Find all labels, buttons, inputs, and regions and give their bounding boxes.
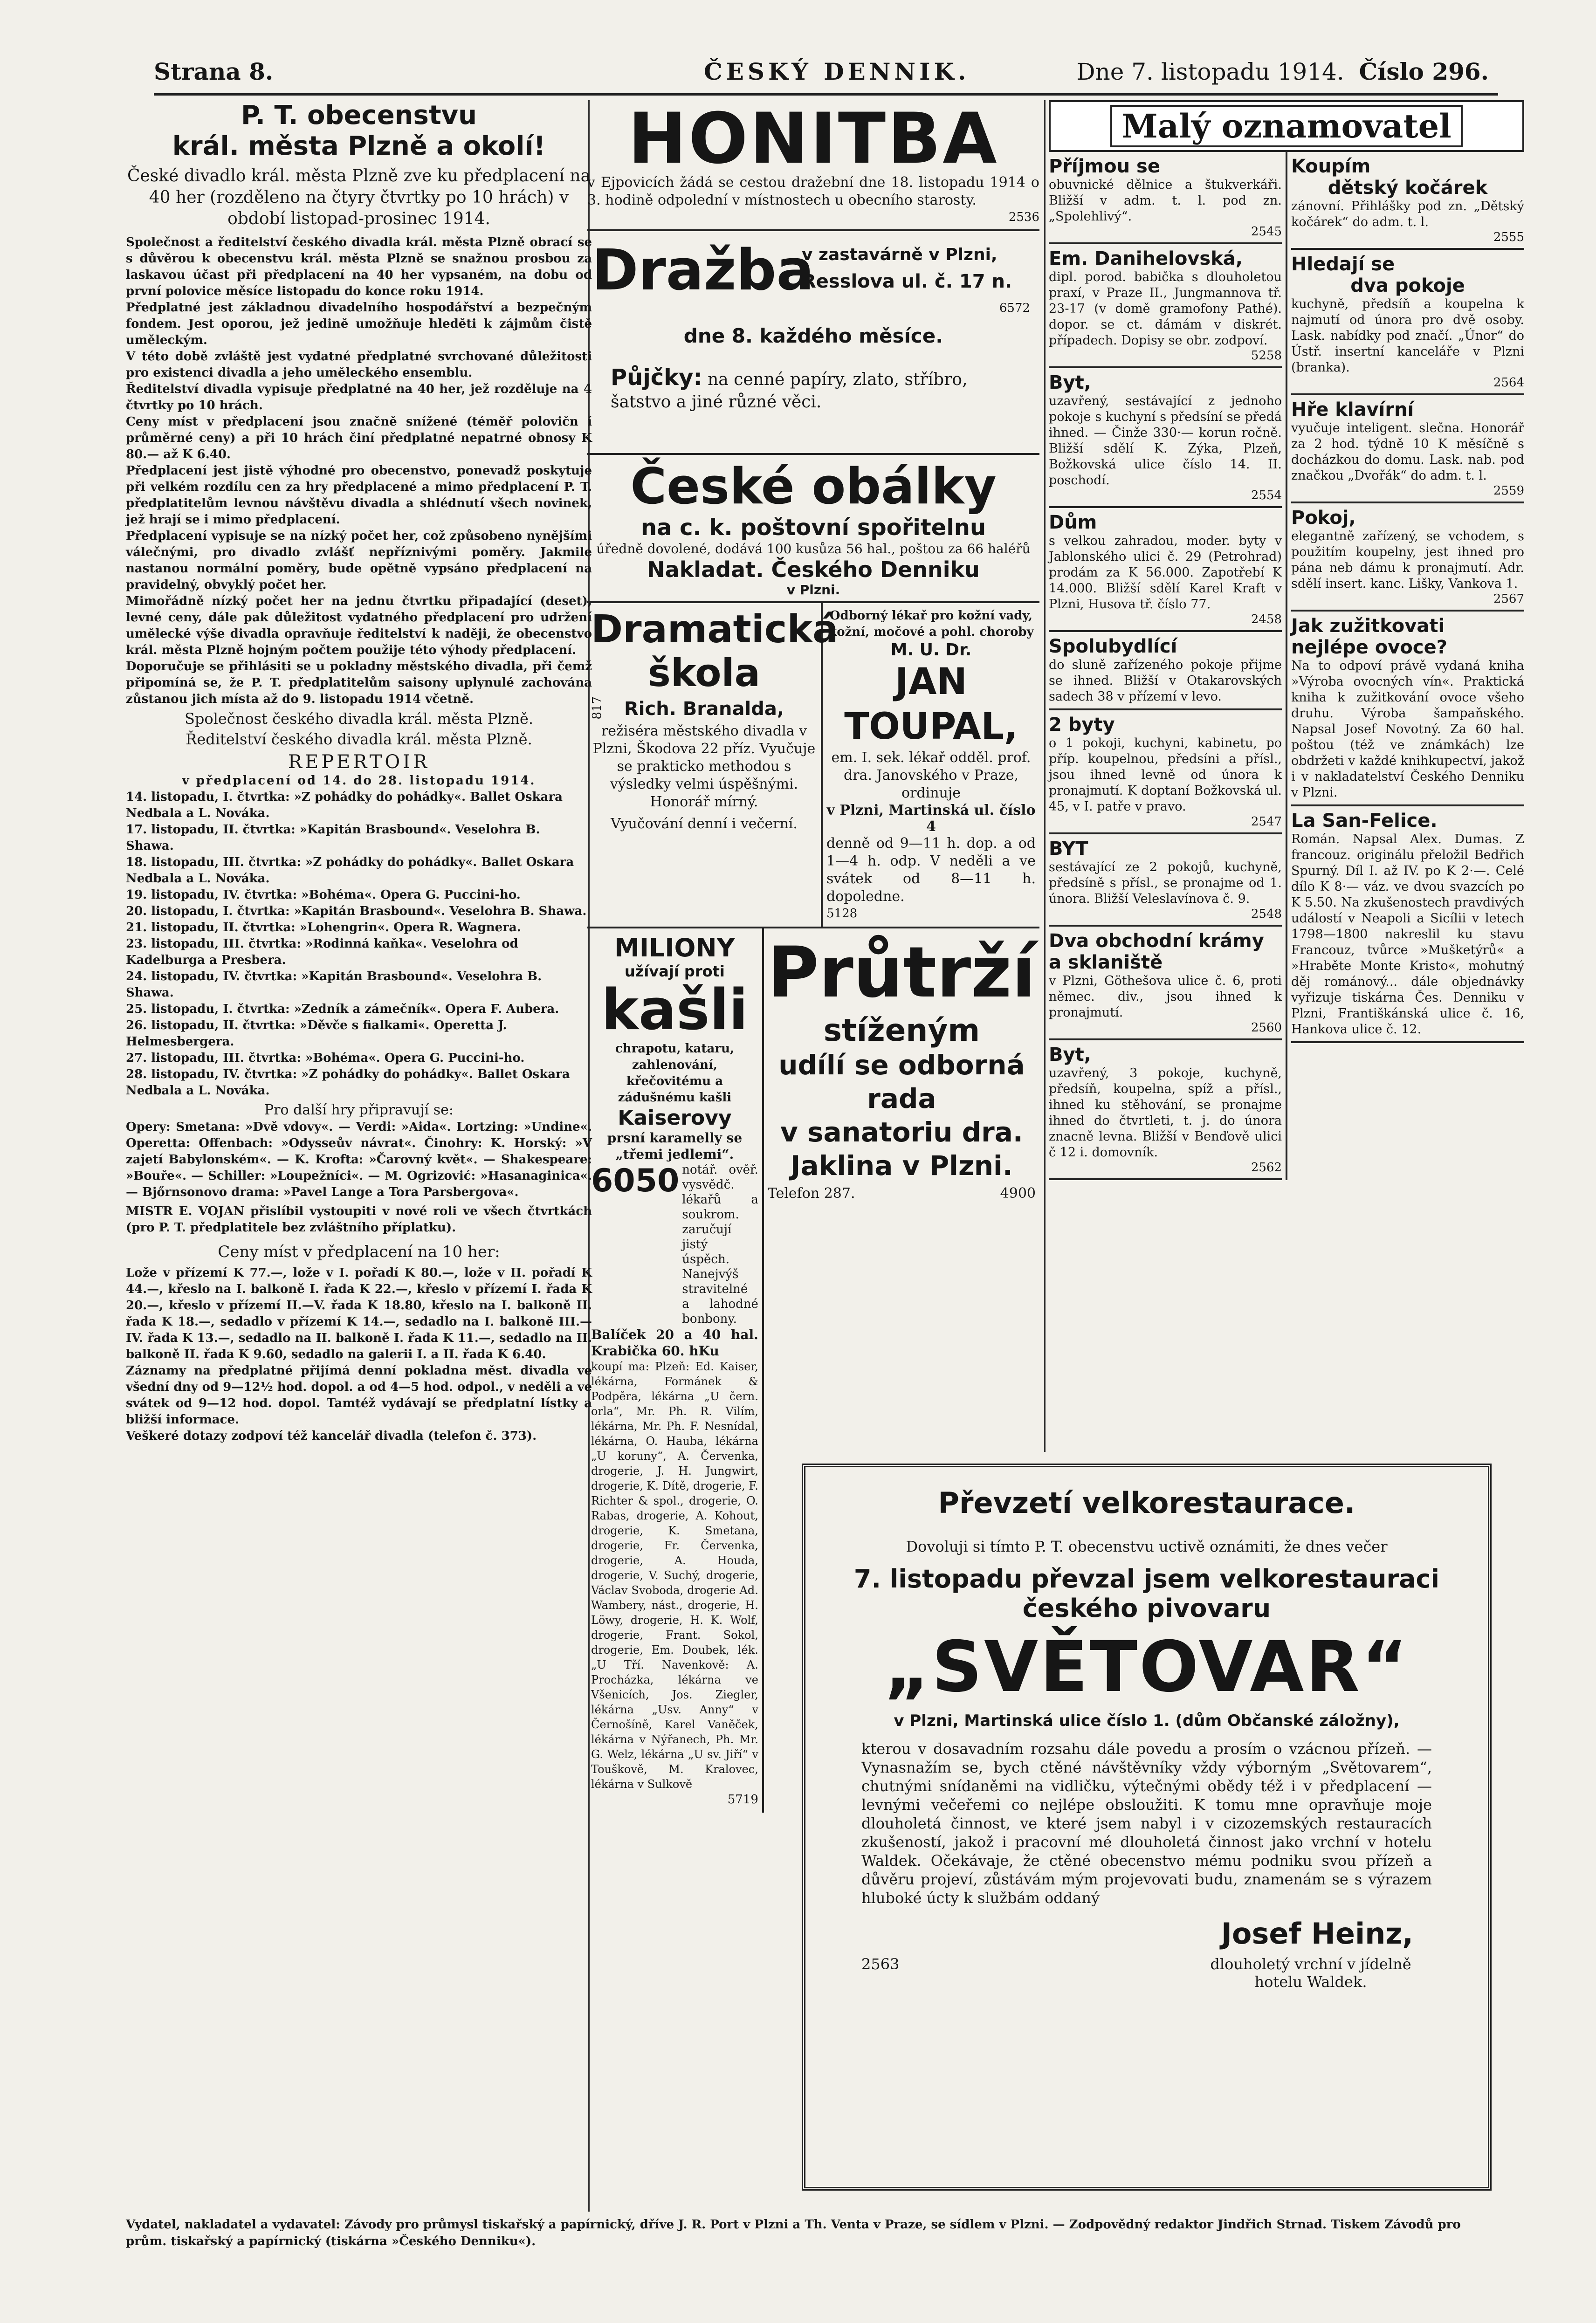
prut-phone: Telefon 287. <box>767 1185 855 1202</box>
classified-text: uzavřený, 3 pokoje, kuchyně, předsíň, koupelna, spíž a přísl., ihned ku stěhování, se pronajme ihned do čtvrtleti, t. j. do února znacně levna. Bližší v Benďově ulici č 12 i. domovník. <box>1049 1066 1282 1160</box>
classified-heading: Hledají se <box>1291 254 1395 275</box>
records-text: Záznamy na předplatné přijímá denní pokladna měst. divadla ve všední dny od 9—12½ hod. dopol. a od 4—5 hod. odpol., v neděli a ve svátek od 9—12 hod. dopol. Tamtéž vydávají se předplatní lístky a bližší informace. <box>126 1364 592 1427</box>
svetovar-announcement <box>802 1464 1492 2191</box>
theatre-p1: Společnost a ředitelství českého divadla král. města Plzně obrací se s důvěrou k obecenstvu král. města Plzně se snažnou prosbou za laskavou účast při předplacení na 40 her vypsaném, na dobu od první polovice měsíce listopadu do konce roku 1914. <box>126 235 592 298</box>
classified-text: sestávající ze 2 pokojů, kuchyně, předsíně s přísl., se pronajme od 1. února. Bližší Veleslavínova č. 9. <box>1049 860 1282 906</box>
theatre-p2: Předplatné jest základnou divadelního hospodářství a bezpečným fondem. Jest oporou, jež jedině umožňuje hleděti k zájmům čistě uměleckým. <box>126 301 592 347</box>
classified-heading: Hře klavírní <box>1291 399 1414 420</box>
classified-ad <box>1049 508 1282 632</box>
prices-title: Ceny míst v předplacení na 10 her: <box>218 1243 500 1261</box>
classified-ad <box>1049 152 1282 244</box>
classified-text: v Plzni, Göthešova ulice č. 6, proti němec. div., jsou ihned k pronajmutí. <box>1049 974 1282 1020</box>
inquiries-text: Veškeré dotazy zodpoví též kancelář divadla (telefon č. 373). <box>126 1429 537 1443</box>
mil-cert-row <box>591 1162 758 1326</box>
prut-footer <box>768 1185 1036 1202</box>
lekar-address: v Plzni, Martinská ul. číslo 4 <box>826 802 1036 835</box>
repertoire-item: 17. listopadu, II. čtvrtka: »Kapitán Brasbound«. Veselohra B. Shawa. <box>126 823 540 853</box>
classifieds-column <box>1049 100 1524 1180</box>
drazba-day: dne 8. každého měsíce. <box>683 324 943 347</box>
prut-advice: udílí se odborná rada <box>778 1049 1025 1114</box>
theatre-p4: Ředitelství divadla vypisuje předplatné na 40 her, jež rozděluje na 4 čtvrtky po 10 hrách. <box>126 382 592 412</box>
classified-subheading: dva pokoje <box>1350 275 1465 296</box>
mil-kasli: kašli <box>601 978 748 1043</box>
theatre-headline-2: král. města Plzně a okolí! <box>172 131 546 161</box>
repertoire-item: 20. listopadu, I. čtvrtka: »Kapitán Brasbound«. Veselohra B. Shawa. <box>126 904 587 918</box>
dram-title-2: škola <box>648 651 760 695</box>
theatre-p8: Mimořádně nízký počet her na jednu čtvrtku připadající (deset), levné ceny, dále pak důležitost vydatného předplacení pro udržení umělecké výše divadla opravňuje ředitelství k naději, že obecenstvo král. města Plzně hojným počtem použije této výhody předplacení. <box>126 594 592 657</box>
classified-ad <box>1291 152 1524 250</box>
prut-title: Průtrží <box>767 932 1036 1013</box>
classified-ad <box>1291 395 1524 503</box>
theatre-p9: Doporučuje se přihlásiti se u pokladny městského divadla, při čemž připomíná se, že P. T. předplatitelům saisony uplynulé zachována zůstanou jich místa až do 9. listopadu 1914 včetně. <box>126 660 592 706</box>
svetovar-date: 7. listopadu převzal jsem velkorestauraci českého pivovaru <box>853 1564 1440 1623</box>
honitba-ad <box>587 100 1039 231</box>
classified-text: dipl. porod. babička s dlouholetou praxí, v Praze II., Jungmannova tř. 23-17 (v domě gramofony Pathé). dopor. se ct. dámám v diskrét. případech. Dopisy se obr. zodpoví. <box>1049 270 1282 348</box>
repertoire-item: 21. listopadu, II. čtvrtka: »Lohengrin«. Opera R. Wagnera. <box>126 921 521 935</box>
mil-number: 5719 <box>727 1793 758 1807</box>
classified-ad <box>1291 612 1524 806</box>
repertoire-list <box>126 789 592 1099</box>
vojan-note: MISTR E. VOJAN přislíbil vystoupiti v nové roli ve všech čtvrtkách (pro P. T. předplatitele bez zvláštního příplatku). <box>126 1204 592 1235</box>
svetovar-sign-title: dlouholetý vrchní v jídelně hotelu Waldek. <box>1210 1955 1411 1991</box>
classified-text: kuchyně, předsíň a koupelna k najmutí od února pro dvě osoby. Lask. nabídky pod značí. „Únor“ do Ústř. insertní kanceláře v Plzni (branka). <box>1291 297 1524 375</box>
repertoire-item: 28. listopadu, IV. čtvrtka: »Z pohádky do pohádky«. Ballet Oskara Nedbala a L. Nováka. <box>126 1067 570 1098</box>
classified-number: 2547 <box>1251 815 1282 829</box>
repertoire-subtitle: v předplacení od 14. do 28. listopadu 1914. <box>182 774 536 788</box>
lekar-name: JAN TOUPAL, <box>844 661 1018 748</box>
classified-text: elegantně zařízený, se vchodem, s použitím koupelny, jest ihned pro pána neb dámu k pronajmutí. Adr. sdělí insert. kanc. Lišky, Vankova 1. <box>1291 529 1524 591</box>
issue-date <box>1076 58 1489 85</box>
classified-number: 2560 <box>1251 1021 1282 1035</box>
classified-heading: BYT <box>1049 838 1088 859</box>
classified-ad <box>1049 927 1282 1040</box>
repertoire-item: 26. listopadu, II. čtvrtka: »Děvče s fialkami«. Operetta J. Helmesbergera. <box>126 1018 507 1049</box>
honitba-text: v Ejpovicích žádá se cestou dražební dne 18. listopadu 1914 o 3. hodině odpolední v místnostech u obecního starosty. <box>587 174 1039 208</box>
obalky-publisher: Nakladat. Českého Denniku <box>647 557 980 582</box>
classified-text: obuvnické dělnice a štukverkáři. Bližší v adm. t. l. pod zn. „Spolehlivý“. <box>1049 178 1282 224</box>
theatre-p7: Předplacení vypisuje se na nízký počet her, což způsobeno nynějšími válečnými, pro divadlo zvlášť nepříznivými poměry. Jakmile nastanou normální poměry, bude opětně vypsáno předplacení na pravidelný, obvyklý počet her. <box>126 529 592 592</box>
imprint-text: Vydatel, nakladatel a vydavatel: Závody pro průmysl tiskařský a papírnický, dříve J. R. Port v Plzni a Th. Venta v Praze, se sídlem v Plzni. — Zodpovědný redaktor Jindřich Strnad. Tiskem Závodů pro prům. tiskařský a papírnický (tiskárna »Českého Denniku«). <box>126 2218 1461 2248</box>
newspaper-title: ČESKÝ DENNIK. <box>704 58 970 85</box>
page-number: Strana 8. <box>154 58 274 85</box>
mil-symptoms: chrapotu, kataru, zahlenování, křečovitému a zádušnému kašli <box>615 1042 735 1105</box>
drazba-headline: Dražba <box>592 238 814 303</box>
theatre-signature-1: Společnost českého divadla král. města Plzně. <box>184 710 534 728</box>
repertoire-item: 23. listopadu, III. čtvrtka: »Rodinná kaňka«. Veselohra od Kadelburga a Presbera. <box>126 937 518 967</box>
mil-shops: koupí ma: Plzeň: Ed. Kaiser, lékárna, Formánek & Podpěra, lékárna „U čern. orla“, Mr. Ph. R. Vilím, lékárna, Mr. Ph. F. Nesnídal, lékárna, O. Hauba, lékárna „U koruny“, A. Červenka, drogerie, J. H. Jungwirt, drogerie, K. Dítě, drogerie, F. Richter & spol., drogerie, O. Rabas, drogerie, A. Kohout, drogerie, K. Smetana, drogerie, Fr. Červenka, drogerie, A. Houda, drogerie, V. Suchý, drogerie, Václav Svoboda, drogerie Ad. Wambery, nást., drogerie, H. Löwy, drogerie, H. K. Wolf, drogerie, Frant. Sokol, drogerie, Em. Doubek, lék. „U Tří. Navenkově: A. Procházka, lékárna ve Všenicích, Jos. Ziegler, lékárna „Usv. Anny“ v Černošíně, Karel Vaněček, lékárna v Nýřanech, Ph. Mr. G. Welz, lékárna „U sv. Jiří“ v Touškově, M. Kralovec, lékárna v Sulkově <box>591 1360 758 1791</box>
classified-heading: Byt, <box>1049 372 1091 393</box>
svetovar-name: „SVĚTOVAR“ <box>884 1627 1410 1708</box>
theatre-column <box>126 100 592 1444</box>
dram-title-1: Dramatická <box>591 607 839 652</box>
lekar-number: 5128 <box>826 907 858 921</box>
pujcky-text <box>611 366 1007 413</box>
classified-ad <box>1049 244 1282 368</box>
classified-number: 2555 <box>1493 230 1524 244</box>
theatre-p3: V této době zvláště jest vydatné předplatné svrchované důležitosti pro existenci divadla a jeho uměleckého ensemblu. <box>126 350 592 380</box>
classified-heading: Byt, <box>1049 1044 1091 1065</box>
classified-ad <box>1049 632 1282 710</box>
date-text: Dne 7. listopadu 1914. <box>1076 58 1344 85</box>
classified-text: o 1 pokoji, kuchyni, kabinetu, po příp. koupelnou, předsíni a přísl., jsou ihned levně od února k pronajmutí. K doptaní Božkovská ul. 45, v I. patře v pravo. <box>1049 736 1282 814</box>
classified-heading: 2 byty <box>1049 714 1115 735</box>
repertoire-item: 24. listopadu, IV. čtvrtka: »Kapitán Brasbound«. Veselohra B. Shawa. <box>126 969 542 1000</box>
classified-ad <box>1049 1040 1282 1180</box>
mil-sub: užívají proti <box>625 962 725 980</box>
toupal-ad <box>823 603 1039 927</box>
classified-heading: Příjmou se <box>1049 156 1160 177</box>
classified-text: zánovní. Přihlášky pod zn. „Dětský kočárek“ do adm. t. l. <box>1291 199 1524 229</box>
prut-place: v sanatoriu dra. Jaklina v Plzni. <box>780 1116 1023 1182</box>
drazba-place-2: Resslova ul. č. 17 n. <box>802 271 1012 292</box>
repertoire-item: 19. listopadu, IV. čtvrtka: »Bohéma«. Opera G. Puccini-ho. <box>126 888 521 902</box>
theatre-p5: Ceny míst v předplacení jsou značně snížené (téměř polovičn í průměrné ceny) a při 10 hrách činí předplatné nepatrné obnosy K 80.— až K 6.40. <box>126 415 592 461</box>
repertoire-title: REPERTOIR <box>288 751 430 773</box>
mil-title: MILIONY <box>614 933 735 962</box>
obalky-text: úředně dovolené, dodává 100 kusůza 56 hal., poštou za 66 haléřů <box>596 541 1031 557</box>
drazba-ad <box>587 231 1039 455</box>
classifieds-title <box>1049 100 1524 152</box>
dram-lekar-row <box>587 603 1039 928</box>
imprint-footer <box>126 2216 1498 2250</box>
classified-text: do sluně zařízeného pokoje přijme se ihned. Bližší v Otakarovských sadech 38 v přízemí v levo. <box>1049 658 1282 704</box>
classified-number: 2562 <box>1251 1161 1282 1175</box>
dram-director: Rich. Branalda, <box>624 698 784 720</box>
drazba-number: 6572 <box>999 301 1030 315</box>
classifieds-title-text: Malý oznamovatel <box>1110 105 1462 147</box>
classified-text: s velkou zahradou, moder. byty v Jablonského ulici č. 29 (Petrohrad) prodám za K 56.000. Zapotřebí K 14.000. Bližší sdělí Karel Kraft v Plzni, Husova tř. číslo 77. <box>1049 534 1282 612</box>
classified-text: Na to odpoví právě vydaná kniha »Výroba ovocných vín«. Praktická kniha k zužitkování ovoce všeho druhu. Výroba šampaňského. Napsal Josef Novotný. Za 60 hal. poštou (též ve známkách) lze obdržeti v každé knihkupectví, jakož i v nakladatelství Českého Denniku v Plzni. <box>1291 659 1524 800</box>
classified-heading: Jak zužitkovati nejlépe ovoce? <box>1291 615 1447 658</box>
mil-prices: Balíček 20 a 40 hal. Krabička 60. hKu <box>591 1327 758 1359</box>
svetovar-footer <box>861 1955 1432 1991</box>
classified-ad <box>1291 806 1524 1043</box>
svetovar-number: 2563 <box>861 1955 900 1973</box>
dram-text: režiséra městského divadla v Plzni, Škodova 22 příz. Vyučuje se prakticko methodou s výsledky velmi úspěšnými. Honorář mírný. <box>592 723 816 810</box>
pujcky-body: na cenné papíry, zlato, stříbro, šatstvo a jiné různé věci. <box>611 370 968 412</box>
classified-number: 2545 <box>1251 225 1282 239</box>
classified-text: vyučuje inteligent. slečna. Honorář za 2 hod. týdně 10 K měsíčně s docházkou do domu. Lask. nab. pod značkou „Dvořák“ do adm. t. l. <box>1291 421 1524 483</box>
repertoire-item: 25. listopadu, I. čtvrtka: »Zedník a zámečník«. Opera F. Aubera. <box>126 1002 559 1016</box>
svetovar-address: v Plzni, Martinská ulice číslo 1. (dům Občanské záložny), <box>894 1711 1400 1730</box>
classified-ad <box>1049 710 1282 834</box>
classified-subheading: dětský kočárek <box>1328 177 1488 199</box>
repertoire-item: 27. listopadu, III. čtvrtka: »Bohéma«. Opera G. Puccini-ho. <box>126 1051 525 1065</box>
classifieds-right <box>1287 152 1524 1180</box>
classified-heading: Em. Danihelovská, <box>1049 248 1243 269</box>
classifieds-grid <box>1049 152 1524 1180</box>
classified-number: 2564 <box>1493 376 1524 390</box>
honitba-headline: HONITBA <box>628 98 999 179</box>
svetovar-inner <box>824 1486 1469 2168</box>
classified-heading: Dva obchodní krámy a sklaniště <box>1049 930 1264 973</box>
honitba-number: 2536 <box>1008 210 1039 224</box>
obalky-ad <box>587 455 1039 603</box>
obalky-city: v Plzni. <box>786 582 840 598</box>
svetovar-body: kterou v dosavadním rozsahu dále povedu a prosím o vzácnou přízeň. — Vynasnažím se, bych ctěné návštěvníky vždy výborným „Světovarem“, chutnými snídaněmi na vidličku, výtečnými obědy též i v předplacení — levnými večeřemi co nejlépe obsloužiti. K tomu mne opravňuje moje dlouholetá činnost, ve které jsem nabyl i v cizozemských restauracích zkušeností, jakož i pracovní mé dlouholetá činnost jako vrchní v hotelu Waldek. Očekávaje, že ctěné obecenstvo mému podniku svou přízeň a důvěru projeví, zůstávám mým projevovati budu, znamenám se s výrazem hluboké úcty k službám oddaný <box>861 1740 1432 1907</box>
lekar-md: M. U. Dr. <box>890 640 972 660</box>
repertoire-item: 18. listopadu, III. čtvrtka: »Z pohádky do pohádky«. Ballet Oskara Nedbala a L. Nováka. <box>126 855 574 886</box>
classified-heading: Pokoj, <box>1291 507 1356 529</box>
classified-heading: Koupím <box>1291 156 1371 177</box>
page-header <box>154 56 1498 96</box>
svetovar-signature: Josef Heinz, <box>1221 1917 1413 1951</box>
dram-number: 817 <box>590 696 604 720</box>
classified-number: 2567 <box>1493 592 1524 606</box>
classified-number: 5258 <box>1251 349 1282 363</box>
classified-text: uzavřený, sestávající z jednoho pokoje s kuchyní s předsíní se předá ihned. — Činže 330·— korun ročně. Bližší sdělí K. Zýka, Plzeň, Božkovská ulice číslo 14. II. poschodí. <box>1049 394 1282 488</box>
prut-sub: stíženým <box>823 1012 980 1048</box>
lekar-spec: Odborný lékař pro kožní vady, kožní, močové a pohl. choroby <box>828 609 1034 639</box>
svetovar-title: Převzetí velkorestaurace. <box>938 1486 1355 1520</box>
lekar-info: em. I. sek. lékař odděl. prof. dra. Janovského v Praze, ordinuje <box>831 749 1031 801</box>
repertoire-item: 14. listopadu, I. čtvrtka: »Z pohádky do pohádky«. Ballet Oskara Nedbala a L. Nováka. <box>126 790 563 820</box>
obalky-headline: České obálky <box>630 458 997 515</box>
obalky-sub: na c. k. poštovní spořitelnu <box>640 515 986 541</box>
prices-text: Lože v přízemí K 77.—, lože v I. pořadí K 80.—, lože v II. pořadí K 44.—, křeslo na I. balkoně I. řada K 22.—, křeslo v přízemí I. řada K 20.—, křeslo v přízemí II.—V. řada K 18.80, křeslo na I. balkoně II. řada K 18.—, sedadlo v přízemí K 14.—, sedadlo na I. balkoně III.—IV. řada K 13.—, sedadlo na II. balkoně I. řada K 11.—, sedadlo na II. balkoně II. řada K 9.60, sedadlo na galerii I. a II. řada K 6.40. <box>126 1266 592 1361</box>
theatre-intro: České divadlo král. města Plzně zve ku předplacení na 40 her (rozděleno na čtyry čtvrtky po 10 hrách) v období listopad-prosinec 1914. <box>127 166 591 228</box>
mil-count: 6050 <box>591 1162 680 1199</box>
classified-ad <box>1049 368 1282 508</box>
dram-evening: Vyučování denní i večerní. <box>611 816 798 832</box>
prut-number: 4900 <box>1000 1185 1036 1202</box>
classified-number: 2559 <box>1493 484 1524 498</box>
pujcky-label: Půjčky: <box>611 364 702 391</box>
classified-heading: Dům <box>1049 512 1097 533</box>
classified-ad <box>1049 834 1282 927</box>
mil-brand: Kaiserovy <box>618 1106 732 1130</box>
classified-number: 2548 <box>1251 907 1282 921</box>
kaiser-ad <box>587 928 764 1813</box>
classified-heading: Spolubydlící <box>1049 636 1177 657</box>
classifieds-left <box>1049 152 1287 1180</box>
theatre-p6: Předplacení jest jistě výhodné pro obecenstvo, ponevadž poskytuje při velkém rozdílu cen za hry předplacené a mimo předplacení P. T. předplatitelům levnou návštěvu divadla a shlédnutí všech novinek, jež hrají se i mimo předplacení. <box>126 464 592 527</box>
mil-certs: notář. ověř. vysvědč. lékařů a soukrom. zaručují jistý úspěch. Nanejvýš stravitelné a lahodné bonbony. <box>682 1163 758 1326</box>
classified-ad <box>1291 250 1524 395</box>
theatre-headline: P. T. obecenstvu <box>241 100 477 131</box>
classified-number: 2554 <box>1251 488 1282 502</box>
classified-ad <box>1291 503 1524 612</box>
svetovar-intro: Dovoluji si tímto P. T. obecenstvu uctivě oznámiti, že dnes večer <box>906 1538 1388 1555</box>
issue-number: Číslo 296. <box>1359 58 1489 85</box>
prepared-plays: Opery: Smetana: »Dvě vdovy«. — Verdi: »Aida«. Lortzing: »Undine«. Operetta: Offenbach: »Odysseův návrat«. Činohry: K. Horský: »V zajetí Babylonském«. — K. Krofta: »Čarovný květ«. — Shakespeare: »Bouře«. — Schiller: »Loupežníci«. — M. Ogrizović: »Hasanaginica«. — Bjőrnsonovo drama: »Pavel Lange a Tora Parsbergova«. <box>126 1120 592 1199</box>
theatre-signature-2: Ředitelství českého divadla král. města Plzně. <box>186 730 532 748</box>
dramaticka-skola-ad <box>587 603 839 927</box>
column-rule-2 <box>1044 100 1046 1452</box>
lekar-hours: denně od 9—11 h. dop. a od 1—4 h. odp. V neděli a ve svátek od 8—11 h. dopoledne. <box>826 835 1036 905</box>
drazba-place-1: v zastavárně v Plzni, <box>802 245 998 264</box>
classified-text: Román. Napsal Alex. Dumas. Z francouz. originálu přeložil Bedřich Spurný. Díl I. až IV. po K 2·—. Celé dílo K 8·— váz. ve dvou svazcích po K 5.50. Na zkušenostech pravdivých událostí v Neapoli a Sicílii v letech 1798—1800 nakreslil ku stavu Francouz, tvůrce »Mušketýrů« a »Hraběte Monte Kristo«, mohutný děj románový... dále objednávky vyřizuje tiskárna Čes. Denniku v Plzni, Františkánská ulice č. 16, Hankova ulice č. 12. <box>1291 832 1524 1037</box>
classified-heading: La San-Felice. <box>1291 810 1438 832</box>
classified-number: 2458 <box>1251 612 1282 626</box>
mil-brand-sub: prsní karamelly se „třemi jedlemi“. <box>607 1130 743 1162</box>
prepared-title: Pro další hry připravují se: <box>264 1102 454 1118</box>
